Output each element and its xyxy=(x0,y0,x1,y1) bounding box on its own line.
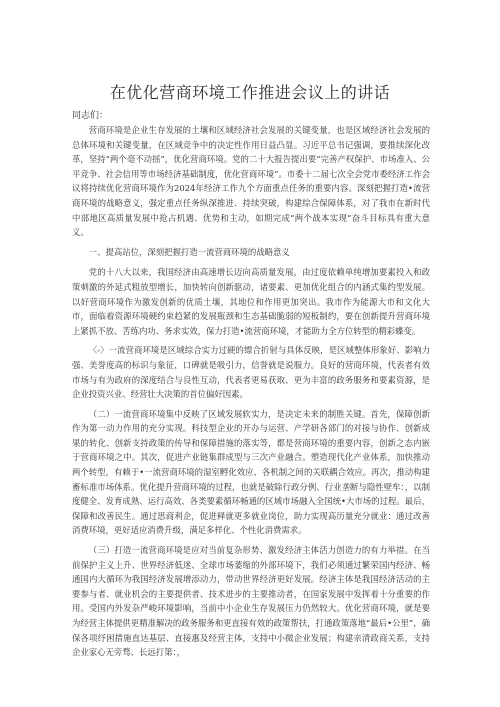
paragraph: 党的十八大以来，我国经济由高速增长迈向高质量发展，由过度依赖单纯增加要素投入和政策刺激的外延式粗放型增长，加快转向创新驱动，诸要素、更加优化组合的内涵式集约型发展。以好营商环境作为激发创新的优质土壤，其地位和作用更加突出。我市作为能源大市和文化大市，面临着资源环境硬约束趋紧的发展瓶颈和生态基础脆弱的短板制约，要在创新提升营商环境上紧抓不放、苦练内功、务求实效，保力打造•流营商环境，才能助力全方位转型的精彩蝶变。 xyxy=(72,267,430,336)
paragraph: （二）一流营商环境集中反映了区域发展软实力，是决定未来的制胜关键。首先，保障创新作为第一动力作用的充分实现。科技型企业的开办与运营、产学研各部门的对接与协作、创新成果的转化、创新支持政策的传导和保障措施的落实等，都是营商环境的重要内容，创新之态内嵌于营商环境之中。其次，促进产业链集群成型与三次产业融合。塑造现代化产业体系，加快推动两个转型，有赖于•一流营商环境的湿室孵化效应、各机制之间的关联耦合效应。再次，推动构建畜标准市场体系。优化提升营商环境的过程，也就是破除行政分例、行业垄断与隐性壁牟：，以制度健全、发育成熟、运行高效、各类要素循环畅通的区域市场融入全国统•大市场的过程。最后，保障和改善民生。通过思商利企，促进释就更多就业岗位，助力实现高历量充分就业：通过改善消费环境，更好适应消费升级，满足多样化、个性化消费需求。 xyxy=(72,408,430,536)
paragraph-intro: 营商环境是企业生存发展的土壤和区域经济社会发展的关键变量，也是区域经济社会发展的总体环境和关键变量，在区域竞争中的决定性作用日益凸显。习近平总书记强调，要推续深化改革，坚持“两个毫不动摇”，优化营商环境。党的二十大报告提出要“完善产权保护、市场准入、公平竞争、社会信用等市场经济基础制度，优化营商环境”。市委十二届七次全会党市委经济工作会议将持续优化营商环境作为2024年经济工作九个方面重点任务的重要内容。深刻把握打造•流营商环境的战略意义，强定重点任务纵深推进、持续突破，构建综合保障体系，对了我市在新时代中部地区高质量发展中抢占机遇、优势和主动，如期完成“两个战本实现”奋斗目标具有重大意义。 xyxy=(72,125,430,238)
paragraph: 〈-〉一流营商环境是区域综合实力过硬的缥合折射与具体反映，是区域整体形象好、影响力强、美誉度高的标识与象征，口碑就是吸引力，信誉就是说服力。良好的营商环境，代表者有效市场与有为政府的深度结合与良性互动，代表者更易获取、更为丰富的政务服务和要素资源，是企业投资兴业、经营壮大决策的首位偏好因素。 xyxy=(72,345,430,400)
section-heading: 一、提高站位，深刻把握打造一流营商环境的战略意义 xyxy=(88,246,290,257)
document-body xyxy=(72,123,430,665)
paragraph: （三）打造一流营商环境是应对当前复杂形势、激发经济主体活力创造力的有力举措。在当前保护主义上升、世界经济低迷、全球市场萎缩的外部环境下，我们必须通过繁荣国内经济、畅通国内大循环为我国经济发展增添动力，带动世界经济更好发展。经济主体是我国经济活动的主要参与者、就业机会的主要提供者、技术进步的主要推动者，在国家发展中发挥着十分重要的作用。受国内外发杂严峻环境影响，当前中小企业生存发展压力仍然较大。优化营商环境，就是要为经营主体提供更精准解决的政务服务和更直接有效的政策帮扶，打通政策落地“最后•公里”，确保各项纾困措施直达基层、直接惠及经营主体，支持中小微企业发展；构建亲清政商关系，支持企业家心无旁骛、长远打第：， xyxy=(72,545,430,658)
document-title: 在优化营商环境工作推进会议上的讲话 xyxy=(109,83,391,102)
salutation: 同志们： xyxy=(72,111,109,121)
